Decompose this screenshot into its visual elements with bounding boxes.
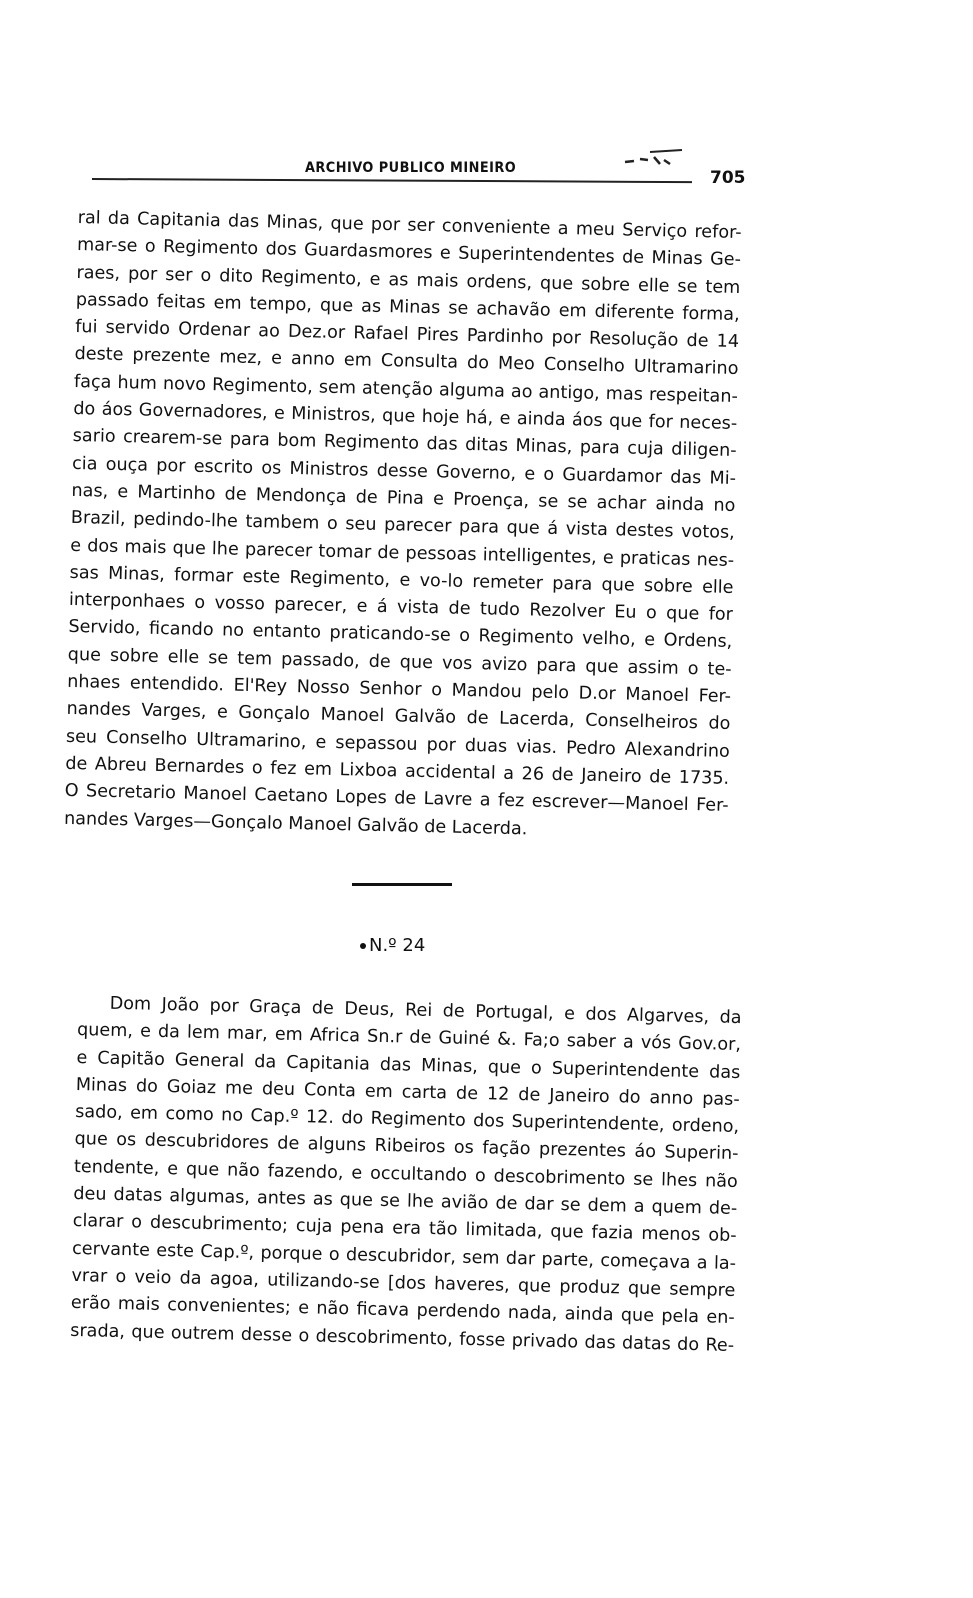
text-line: mar-se o Regimento dos Guardasmores e Superintendentes de Minas Ge- (76, 235, 742, 271)
text-line: srada, que outrem desse o descobrimento, fosse privado das datas do Re- (70, 1320, 735, 1356)
text-line: ral da Capitania das Minas, que por ser conveniente a meu Serviço refor- (77, 207, 742, 244)
text-line: Minas do Goiaz me deu Conta em carta de 12 de Janeiro do anno pas- (75, 1074, 740, 1110)
document-number (360, 935, 425, 956)
text-line: seu Conselho Ultramarino, e sepassou por duas vias. Pedro Alexandrino (65, 726, 730, 762)
section-separator (352, 883, 452, 886)
text-line: erão mais convenientes; e não ficava perdendo nada, ainda que pela en- (70, 1293, 735, 1329)
text-line: tendente, e que não fazendo, e occultando o descobrimento se lhes não (73, 1156, 739, 1192)
text-line: nandes Varges—Gonçalo Manoel Galvão de Lacerda. (63, 808, 528, 839)
text-line: raes, por ser o dito Regimento, e as mais ordens, que sobre elle se tem (76, 262, 741, 298)
text-line: deu datas algumas, antes as que se lhe avião de dar se dem a quem de- (73, 1184, 738, 1220)
text-line: interponhaes o vosso parecer, e á vista de tudo Rezolver Eu o que for (68, 590, 734, 626)
text-line: deste prezente mez, e anno em Consulta do Meo Conselho Ultramarino (74, 344, 739, 380)
text-line: sario crearem-se para bom Regimento das ditas Minas, para cuja diligen- (72, 426, 737, 462)
text-line: sado, em como no Cap.º 12. do Regimento dos Superintendente, ordeno, (75, 1102, 740, 1138)
running-title: ARCHIVO PUBLICO MINEIRO (305, 160, 517, 176)
text-line: fui servido Ordenar ao Dez.or Rafael Pires Pardinho por Resolução de 14 (75, 317, 740, 353)
text-line: de Abreu Bernardes o fez em Lixboa accidental a 26 de Janeiro de 1735. (65, 753, 730, 789)
paragraph-1 (64, 205, 742, 848)
bullet-icon (360, 943, 366, 949)
text-line: que os descubridores de alguns Ribeiros os fação prezentes áo Superin- (74, 1129, 739, 1165)
text-line: Brazil, pedindo-lhe tambem o seu parecer para que á vista destes votos, (70, 508, 735, 544)
text-line: nas, e Martinho de Mendonça de Pina e Proença, se se achar ainda no (71, 480, 736, 516)
page-number: 705 (710, 168, 746, 188)
text-line: sas Minas, formar este Regimento, e vo-lo remeter para que sobre elle (69, 562, 734, 598)
document-number-label: N.º 24 (369, 935, 426, 956)
text-line: quem, e da lem mar, em Africa Sn.r de Guiné &. Fa;o saber a vós Gov.or, (76, 1020, 742, 1056)
paragraph-2 (70, 990, 742, 1360)
text-line: cia ouça por escrito os Ministros desse Governo, e o Guardamor das Mi- (71, 453, 737, 489)
text-line: Dom João por Graça de Deus, Rei de Portugal, e dos Algarves, da (109, 993, 742, 1029)
text-line: clarar o descubrimento; cuja pena era tão limitada, que fazia menos ob- (72, 1211, 737, 1247)
text-line: cervante este Cap.º, porque o descubridor, sem dar parte, começava a la- (71, 1238, 737, 1274)
text-line: passado feitas em tempo, que as Minas se achavão em diferente forma, (75, 289, 740, 325)
text-line: Servido, ficando no entanto praticando-se o Regimento velho, e Ordens, (68, 617, 733, 653)
ink-mark-icon (620, 142, 690, 172)
text-line: e dos mais que lhe parecer tomar de pessoas intelligentes, e praticas nes- (70, 535, 735, 571)
text-line: que sobre elle se tem passado, de que vos avizo para que assim o te- (67, 644, 732, 680)
text-line: nandes Varges, e Gonçalo Manoel Galvão de Lacerda, Conselheiros do (66, 699, 731, 735)
text-line: vrar o veio da agoa, utilizando-se [dos haveres, que produz que sempre (71, 1265, 736, 1301)
text-line: do áos Governadores, e Ministros, que hoje há, e ainda áos que for neces- (73, 399, 738, 435)
text-line: O Secretario Manoel Caetano Lopes de Lavre a fez escrever—Manoel Fer- (64, 781, 729, 817)
text-line: faça hum novo Regimento, sem atenção alguma ao antigo, mas respeitan- (73, 371, 739, 407)
text-line: e Capitão General da Capitania das Minas, que o Superintendente das (76, 1047, 741, 1083)
text-line: nhaes entendido. El'Rey Nosso Senhor o Mandou pelo D.or Manoel Fer- (66, 671, 732, 707)
